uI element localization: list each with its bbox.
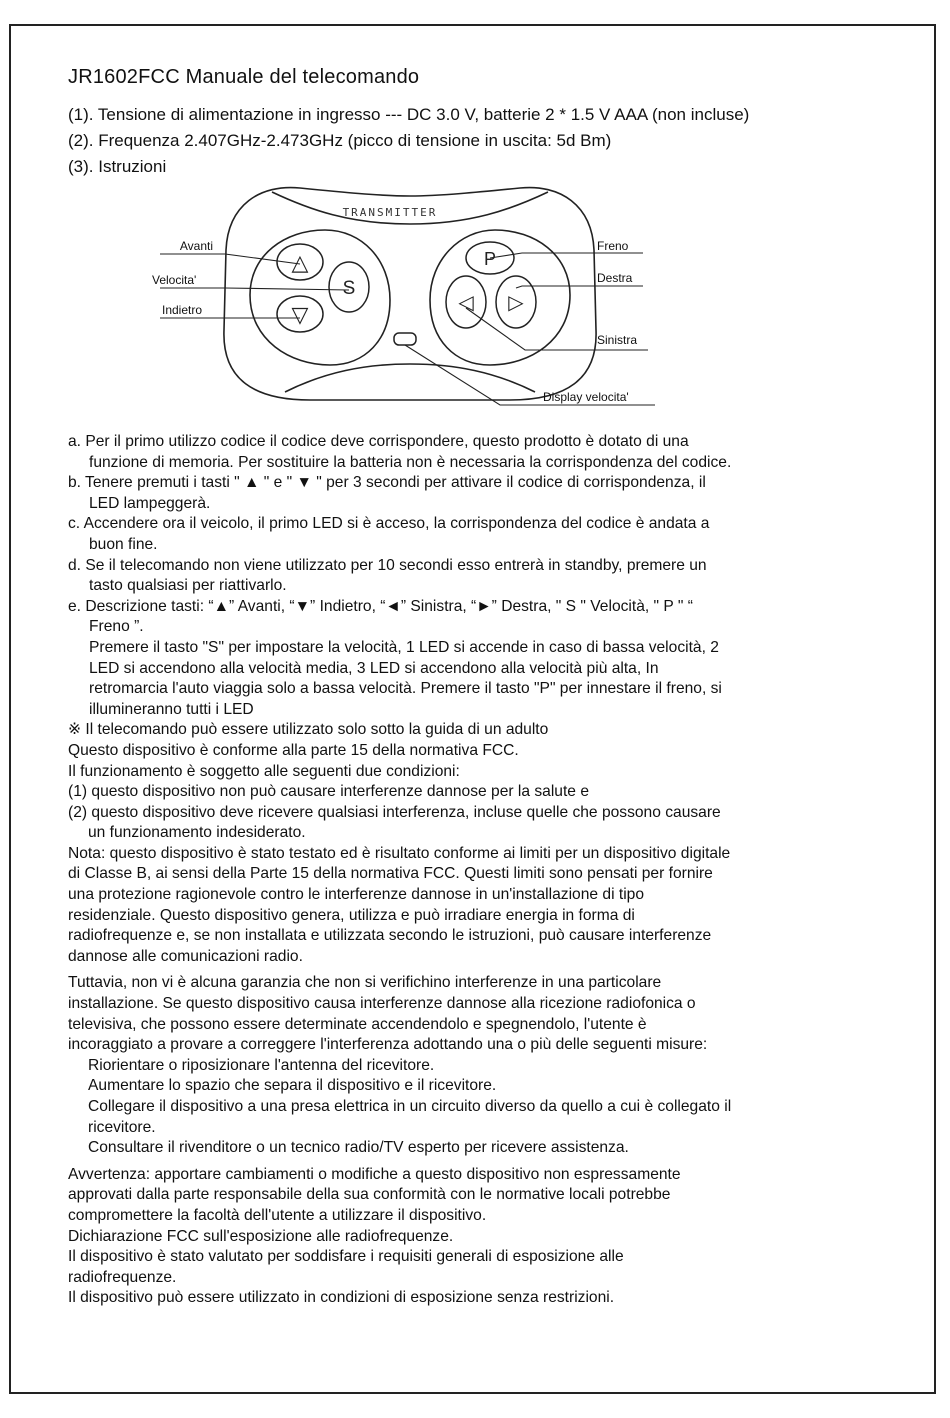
note-line5: radiofrequenze e, se non installata e utilizzata secondo le istruzioni, può causare interferenze — [68, 927, 712, 945]
caution-line2: approvati dalla parte responsabile della sua conformità con le normative locali potrebbe — [68, 1186, 671, 1204]
speed-s-icon: S — [342, 278, 356, 299]
remote-diagram — [150, 180, 670, 415]
fcc-line2: Il funzionamento è soggetto alle seguenti due condizioni: — [68, 762, 460, 780]
fcc-line1: Questo dispositivo è conforme alla parte 15 della normativa FCC. — [68, 741, 519, 759]
label-destra: Destra — [597, 271, 633, 285]
label-velocita: Velocita' — [152, 273, 197, 287]
instr-a-line2: funzione di memoria. Per sostituire la batteria non è necessaria la corrispondenza del codice. — [89, 453, 732, 471]
exposure-line3: radiofrequenze. — [68, 1268, 177, 1286]
label-freno: Freno — [597, 239, 629, 253]
note-line2: di Classe B, ai sensi della Parte 15 della normativa FCC. Questi limiti sono pensati per fornire — [68, 865, 713, 883]
exposure-line1: Dichiarazione FCC sull'esposizione alle radiofrequenze. — [68, 1227, 454, 1245]
down-arrow-icon: ▽ — [291, 302, 309, 327]
fcc-line4a: (2) questo dispositivo deve ricevere qualsiasi interferenza, incluse quelle che possono causare — [68, 803, 721, 821]
instr-d-line2: tasto qualsiasi per riattivarlo. — [89, 577, 287, 595]
note-line4: residenziale. Questo dispositivo genera, utilizza e può irradiare energia in forma di — [68, 906, 635, 924]
however-line3: televisiva, che possono essere determinate accendendolo e spegnendolo, l'utente è — [68, 1015, 647, 1033]
instr-e-line2: Freno ”. — [89, 618, 144, 636]
measure-2: Aumentare lo spazio che separa il dispositivo e il ricevitore. — [88, 1077, 497, 1095]
measure-1: Riorientare o riposizionare l'antenna del ricevitore. — [88, 1056, 435, 1074]
measure-4: Consultare il rivenditore o un tecnico radio/TV esperto per ricevere assistenza. — [88, 1139, 629, 1157]
exposure-line4: Il dispositivo può essere utilizzato in condizioni di esposizione senza restrizioni. — [68, 1289, 615, 1307]
note-line6: dannose alle comunicazioni radio. — [68, 947, 303, 965]
left-pad-outline — [250, 230, 390, 365]
instructions-block — [68, 432, 888, 1309]
remote-brand-text: TRANSMITTER — [342, 206, 438, 219]
spec-instructions: (3). Istruzioni — [68, 157, 167, 176]
spec-voltage: (1). Tensione di alimentazione in ingresso --- DC 3.0 V, batterie 2 * 1.5 V AAA (non incluse) — [68, 105, 750, 124]
however-line4: incoraggiato a provare a correggere l'interferenza adottando una o più delle seguenti misure: — [68, 1036, 708, 1054]
note-line1: Nota: questo dispositivo è stato testato ed è risultato conforme ai limiti per un dispositivo digitale — [68, 844, 731, 862]
however-line1: Tuttavia, non vi è alcuna garanzia che non si verifichino interferenze in una particolare — [68, 974, 662, 992]
instr-e-line4: LED si accendono alla velocità media, 3 LED si accendono alla velocità più alta, In — [89, 659, 659, 677]
remote-bottom-swoosh — [285, 364, 535, 392]
measure-3a: Collegare il dispositivo a una presa elettrica in un circuito diverso da quello a cui è collegato il — [88, 1098, 732, 1115]
right-arrow-icon: ▷ — [508, 292, 524, 314]
instr-e-line5: retromarcia l'auto viaggia solo a bassa velocità. Premere il tasto "P" per innestare il freno, si — [89, 680, 722, 698]
caution-line3: compromettere la facoltà dell'utente a utilizzare il dispositivo. — [68, 1206, 487, 1224]
however-line2: installazione. Se questo dispositivo causa interferenze dannose alla ricezione radiofonica o — [68, 995, 696, 1013]
instr-b-line1: b. Tenere premuti i tasti " ▲ " e " ▼ " per 3 secondi per attivare il codice di corrispondenza, il — [68, 474, 706, 492]
instr-d-line1: d. Se il telecomando non viene utilizzato per 10 secondi esso entrerà in standby, premere un — [68, 556, 707, 574]
up-arrow-icon: △ — [291, 250, 309, 275]
note-line3: una protezione ragionevole contro le interferenze dannose in un'installazione di tipo — [68, 886, 645, 904]
instr-b-line2: LED lampeggerà. — [89, 494, 211, 512]
label-indietro: Indietro — [162, 303, 203, 317]
label-avanti: Avanti — [179, 239, 213, 253]
label-sinistra: Sinistra — [597, 333, 638, 347]
leader-velocita — [160, 288, 349, 290]
leader-destra — [516, 286, 643, 288]
instr-c-line1: c. Accendere ora il veicolo, il primo LED si è acceso, la corrispondenza del codice è andata a — [68, 515, 710, 533]
adult-warning: ※ Il telecomando può essere utilizzato solo sotto la guida di un adulto — [68, 721, 549, 739]
right-pad-outline — [430, 230, 570, 365]
instr-e-line3: Premere il tasto "S" per impostare la velocità, 1 LED si accende in caso di bassa velocità, 2 — [89, 638, 719, 656]
measure-3b: ricevitore. — [88, 1118, 156, 1136]
left-arrow-icon: ◁ — [458, 292, 474, 314]
brake-p-icon: P — [483, 249, 497, 269]
speed-led — [394, 333, 416, 345]
caution-line1: Avvertenza: apportare cambiamenti o modifiche a questo dispositivo non espressamente — [68, 1165, 681, 1183]
fcc-line3: (1) questo dispositivo non può causare interferenze dannose per la salute e — [68, 783, 589, 801]
instr-e-line1: e. Descrizione tasti: “▲” Avanti, “▼” Indietro, “◄” Sinistra, “►” Destra, " S " Velocità, " P " “ — [68, 597, 693, 615]
fcc-line4b: un funzionamento indesiderato. — [88, 824, 306, 842]
spec-frequency: (2). Frequenza 2.407GHz-2.473GHz (picco di tensione in uscita: 5d Bm) — [68, 131, 612, 150]
instr-e-line6: illumineranno tutti i LED — [89, 700, 254, 718]
instr-a-line1: a. Per il primo utilizzo codice il codice deve corrispondere, questo prodotto è dotato di una — [68, 433, 689, 450]
exposure-line2: Il dispositivo è stato valutato per soddisfare i requisiti generali di esposizione alle — [68, 1248, 624, 1266]
remote-outline — [224, 188, 596, 400]
document-title: JR1602FCC Manuale del telecomando — [68, 66, 420, 88]
instr-c-line2: buon fine. — [89, 535, 158, 553]
label-display: Display velocita' — [543, 390, 629, 404]
